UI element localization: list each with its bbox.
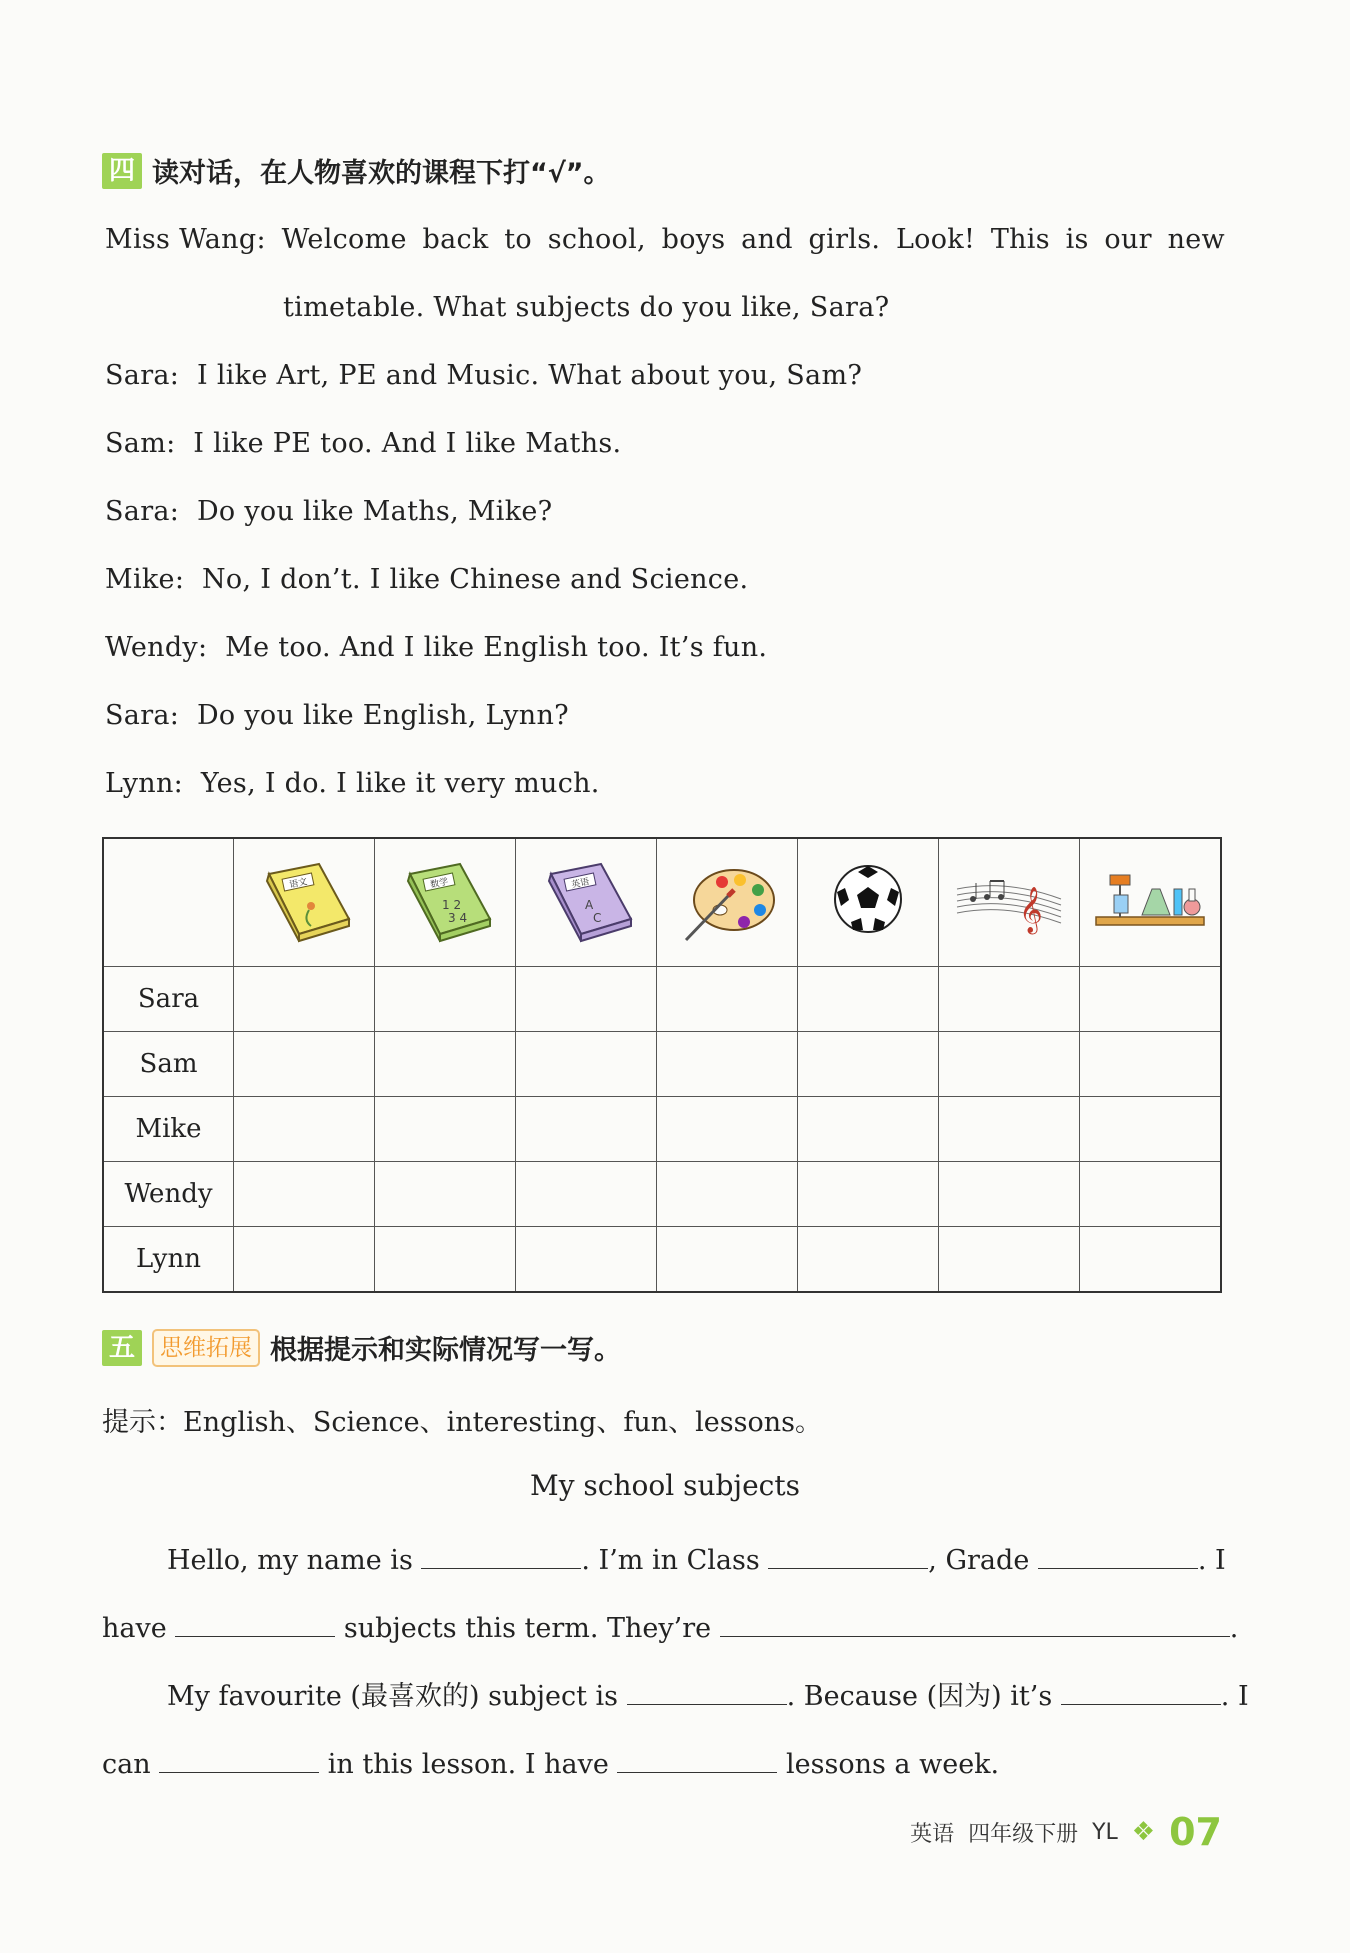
check-cell[interactable] [798, 1097, 939, 1162]
dialogue-line-5 [105, 496, 552, 527]
music-notes-icon [949, 859, 1069, 939]
writing-text: . I [1220, 1681, 1249, 1712]
check-cell[interactable] [1080, 1032, 1222, 1097]
dialogue-text: No, I don’t. I like Chinese and Science. [201, 564, 749, 595]
check-cell[interactable] [657, 967, 798, 1032]
subject-music-cell [939, 838, 1080, 967]
check-cell[interactable] [375, 1162, 516, 1227]
dialogue-line-2 [283, 292, 889, 323]
check-cell[interactable] [375, 967, 516, 1032]
writing-text: . [1229, 1613, 1239, 1644]
dialogue-speaker: Miss Wang: [105, 224, 266, 255]
footer-grade: 四年级下册 [968, 1821, 1079, 1847]
section4-header [102, 151, 611, 190]
check-cell[interactable] [375, 1227, 516, 1293]
writing-text: lessons a week. [786, 1749, 1000, 1780]
check-cell[interactable] [939, 1097, 1080, 1162]
row-name-cell: Sam [103, 1032, 234, 1097]
writing-text: in this lesson. I have [327, 1749, 609, 1780]
writing-line-3 [167, 1674, 1249, 1713]
writing-line-2 [102, 1606, 1238, 1644]
check-cell[interactable] [798, 967, 939, 1032]
check-cell[interactable] [939, 1162, 1080, 1227]
check-cell[interactable] [798, 1227, 939, 1293]
dialogue-line-3 [105, 360, 862, 391]
check-cell[interactable] [234, 1162, 375, 1227]
svg-text:3 4: 3 4 [448, 911, 468, 925]
section5-tag: 思维拓展 [152, 1329, 260, 1367]
section4-number: 四 [102, 153, 142, 189]
section5-instruction: 根据提示和实际情况写一写。 [270, 1335, 621, 1366]
dialogue-word: and [741, 224, 793, 255]
table-header-row [103, 838, 1221, 967]
check-cell[interactable] [939, 967, 1080, 1032]
table-row [103, 1162, 1221, 1227]
dialogue-speaker: Sam: [105, 428, 176, 459]
check-cell[interactable] [516, 1097, 657, 1162]
table-corner-cell [103, 838, 234, 967]
dialogue-text: I like Art, PE and Music. What about you, Sam? [196, 360, 863, 391]
subjects-list-blank[interactable] [720, 1606, 1230, 1637]
dialogue-word: boys [661, 224, 726, 255]
hint-line [102, 1400, 822, 1439]
dialogue-text: Yes, I do. I like it very much. [200, 768, 600, 799]
name-blank[interactable] [421, 1538, 581, 1569]
check-cell[interactable] [516, 1227, 657, 1293]
check-cell[interactable] [1080, 1227, 1222, 1293]
dialogue-word: school, [547, 224, 646, 255]
writing-text: . I’m in Class [581, 1545, 760, 1576]
writing-line-1 [167, 1538, 1226, 1576]
dialogue-speaker: Lynn: [105, 768, 184, 799]
class-blank[interactable] [768, 1538, 928, 1569]
dialogue-speaker: Sara: [105, 700, 180, 731]
dialogue-line-7 [105, 632, 767, 663]
writing-title: My school subjects [530, 1469, 800, 1502]
chinese-book-label: 语文 [288, 877, 309, 891]
svg-text:1 2: 1 2 [442, 898, 462, 912]
writing-line-4 [102, 1742, 999, 1780]
section5-number: 五 [102, 1330, 142, 1366]
check-cell[interactable] [657, 1097, 798, 1162]
check-cell[interactable] [375, 1032, 516, 1097]
footer-subject: 英语 [910, 1821, 955, 1847]
check-cell[interactable] [657, 1032, 798, 1097]
science-lab-icon [1090, 859, 1210, 939]
table-row [103, 1032, 1221, 1097]
writing-text: , Grade [928, 1545, 1030, 1576]
check-cell[interactable] [516, 967, 657, 1032]
dialogue-word: Welcome [281, 224, 407, 255]
writing-text: can [102, 1749, 151, 1780]
check-cell[interactable] [798, 1032, 939, 1097]
maths-book-icon [390, 854, 500, 944]
check-cell[interactable] [657, 1227, 798, 1293]
check-cell[interactable] [939, 1032, 1080, 1097]
check-cell[interactable] [234, 1097, 375, 1162]
writing-text: subjects this term. They’re [343, 1613, 712, 1644]
dialogue-text: Do you like Maths, Mike? [196, 496, 553, 527]
dialogue-word: girls. [808, 224, 881, 255]
subject-pe-cell [798, 838, 939, 967]
dialogue-text: Me too. And I like English too. It’s fun. [225, 632, 768, 663]
table-row [103, 967, 1221, 1032]
dialogue-word: This [990, 224, 1050, 255]
writing-text: have [102, 1613, 167, 1644]
dialogue-word: Look! [895, 224, 976, 255]
row-name-cell: Mike [103, 1097, 234, 1162]
writing-text: . I [1197, 1545, 1226, 1576]
dialogue-word: our [1104, 224, 1152, 255]
check-cell[interactable] [375, 1097, 516, 1162]
grade-blank[interactable] [1038, 1538, 1198, 1569]
section5-header [102, 1328, 621, 1367]
check-cell[interactable] [516, 1162, 657, 1227]
football-icon [823, 854, 913, 944]
dialogue-word: is [1065, 224, 1089, 255]
dialogue-text: Do you like English, Lynn? [196, 700, 569, 731]
dialogue-speaker: Sara: [105, 360, 180, 391]
row-name-cell: Wendy [103, 1162, 234, 1227]
check-cell[interactable] [657, 1162, 798, 1227]
footer-edition: YL [1092, 1819, 1118, 1845]
dialogue-text: timetable. What subjects do you like, Sara? [283, 292, 890, 323]
check-cell[interactable] [1080, 1097, 1222, 1162]
subject-english-cell [516, 838, 657, 967]
english-book-label: 英语 [570, 877, 591, 891]
hint-text: English、Science、interesting、fun、lessons。 [183, 1407, 822, 1438]
dialogue-line-4 [105, 428, 621, 459]
diamond-icon: ❖ [1131, 1817, 1156, 1847]
subject-science-cell [1080, 838, 1222, 967]
check-cell[interactable] [234, 1032, 375, 1097]
dialogue-text: I like PE too. And I like Maths. [193, 428, 622, 459]
reason-blank[interactable] [1061, 1674, 1221, 1705]
subject-art-cell [657, 838, 798, 967]
hint-label: 提示： [102, 1407, 183, 1438]
table-row [103, 1097, 1221, 1162]
dialogue-line-1 [105, 224, 1225, 255]
dialogue-speaker: Wendy: [105, 632, 208, 663]
svg-text:A: A [585, 898, 594, 912]
table-row [103, 1227, 1221, 1293]
check-cell[interactable] [234, 967, 375, 1032]
dialogue-word: new [1167, 224, 1225, 255]
art-palette-icon [672, 854, 782, 944]
page-footer [910, 1810, 1222, 1854]
lessons-count-blank[interactable] [617, 1742, 777, 1773]
dialogue-speaker: Mike: [105, 564, 185, 595]
check-cell[interactable] [516, 1032, 657, 1097]
activity-blank[interactable] [159, 1742, 319, 1773]
dialogue-line-6 [105, 564, 748, 595]
dialogue-word: to [504, 224, 532, 255]
writing-text: . Because (因为) it’s [786, 1681, 1053, 1712]
svg-text:𝄞: 𝄞 [1019, 887, 1043, 933]
check-cell[interactable] [798, 1162, 939, 1227]
row-name-cell: Lynn [103, 1227, 234, 1293]
svg-text:C: C [593, 911, 602, 925]
maths-book-label: 数学 [429, 877, 450, 891]
favourite-subject-blank[interactable] [627, 1674, 787, 1705]
subject-maths-cell [375, 838, 516, 967]
row-name-cell: Sara [103, 967, 234, 1032]
dialogue-speaker: Sara: [105, 496, 180, 527]
writing-text: Hello, my name is [167, 1545, 413, 1576]
dialogue-line-8 [105, 700, 569, 731]
writing-text: My favourite (最喜欢的) subject is [167, 1681, 618, 1712]
check-cell[interactable] [1080, 1162, 1222, 1227]
subjects-count-blank[interactable] [175, 1606, 335, 1637]
section4-instruction: 读对话，在人物喜欢的课程下打“√”。 [152, 158, 611, 189]
check-cell[interactable] [234, 1227, 375, 1293]
check-cell[interactable] [1080, 967, 1222, 1032]
chinese-book-icon [249, 854, 359, 944]
page-number: 07 [1169, 1810, 1222, 1854]
subjects-table [102, 837, 1222, 1293]
check-cell[interactable] [939, 1227, 1080, 1293]
subject-chinese-cell [234, 838, 375, 967]
dialogue-line-9 [105, 768, 600, 799]
english-book-icon [531, 854, 641, 944]
dialogue-word: back [422, 224, 489, 255]
